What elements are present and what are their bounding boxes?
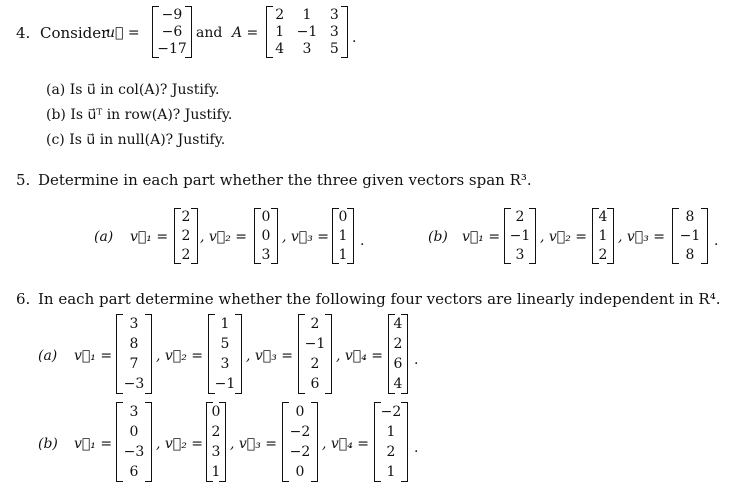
q4-A-entry: 3 bbox=[329, 6, 339, 23]
q4-A-entry: 1 bbox=[275, 23, 285, 40]
q6b-v1-entry: 0 bbox=[129, 424, 139, 440]
q4-A-entry: −1 bbox=[296, 23, 318, 40]
q5-number-text: 5. bbox=[16, 171, 31, 189]
q6a-v2-entry: −1 bbox=[214, 376, 236, 392]
q5b-v3-entry: 8 bbox=[685, 246, 695, 263]
q6b-v1-entry: 6 bbox=[129, 464, 139, 480]
q5a-v3-entry: 1 bbox=[338, 246, 348, 263]
q6a-v1-label: v⃗₁ = bbox=[74, 348, 113, 364]
q6b-v3-vector bbox=[282, 402, 318, 482]
q5a-v2-entry: 0 bbox=[261, 227, 271, 244]
q4-intro-text: Consider bbox=[40, 24, 109, 42]
q5b-label: (b) bbox=[428, 229, 448, 245]
q4-A-entry: 2 bbox=[275, 6, 285, 23]
q4-u-label: u⃗ = bbox=[106, 25, 140, 41]
q5b-v2-entry: 1 bbox=[598, 227, 608, 244]
q5b-v1-entry: −1 bbox=[509, 227, 531, 244]
q6b-v4-entry: 1 bbox=[386, 424, 396, 440]
q6a-v1-entry: 8 bbox=[129, 336, 139, 352]
q6a-end: . bbox=[414, 352, 419, 368]
q5a-v2-label: , v⃗₂ = bbox=[200, 229, 248, 245]
q6b-v2-entry: 2 bbox=[211, 424, 221, 440]
q6a-v3-entry: 6 bbox=[310, 376, 320, 392]
q4-intro bbox=[40, 24, 108, 42]
q5b-v1-label: v⃗₁ = bbox=[462, 229, 501, 245]
q6a-v4-entry: 4 bbox=[393, 316, 403, 332]
q6a-v4-vector bbox=[388, 314, 408, 394]
q6b-v1-vector bbox=[116, 402, 152, 482]
q5-number bbox=[16, 171, 30, 189]
q5a-v2-entry: 3 bbox=[261, 246, 271, 263]
q6a-v2-vector bbox=[208, 314, 242, 394]
q6b-v3-entry: −2 bbox=[289, 424, 311, 440]
q6b-v2-label: , v⃗₂ = bbox=[156, 436, 204, 452]
q6a-v2-label: , v⃗₂ = bbox=[156, 348, 204, 364]
q4-A-label: A = bbox=[232, 25, 259, 41]
q5b-v1-entry: 3 bbox=[515, 246, 525, 263]
q5b-v2-entry: 2 bbox=[598, 246, 608, 263]
q4-u-entry: −17 bbox=[157, 41, 187, 58]
q5a-v2-entry: 0 bbox=[261, 209, 271, 226]
q6-text: In each part determine whether the following four vectors are linearly independent in R⁴. bbox=[38, 290, 721, 308]
q4-A-entry: 4 bbox=[275, 41, 285, 58]
q6a-v2-entry: 5 bbox=[220, 336, 230, 352]
q5b-v2-entry: 4 bbox=[598, 209, 608, 226]
q4-A-matrix bbox=[266, 6, 348, 58]
q6b-v1-label: v⃗₁ = bbox=[74, 436, 113, 452]
q5a-v3-entry: 1 bbox=[338, 227, 348, 244]
q6a-v4-label: , v⃗₄ = bbox=[336, 348, 384, 364]
q6a-v3-entry: 2 bbox=[310, 316, 320, 332]
q4-part-b: (b) Is u⃗ᵀ in row(A)? Justify. bbox=[46, 107, 233, 123]
q6a-v3-label: , v⃗₃ = bbox=[246, 348, 294, 364]
q6a-v2-entry: 1 bbox=[220, 316, 230, 332]
q6b-v4-vector bbox=[374, 402, 408, 482]
q6a-v1-entry: −3 bbox=[123, 376, 145, 392]
q6b-v2-entry: 0 bbox=[211, 404, 221, 420]
q6b-v2-vector bbox=[206, 402, 226, 482]
q4-period: . bbox=[352, 30, 357, 46]
q6b-v1-entry: −3 bbox=[123, 444, 145, 460]
q5a-end: . bbox=[360, 233, 365, 249]
q6b-end: . bbox=[414, 440, 419, 456]
q5a-v3-vector bbox=[332, 208, 354, 264]
q4-A-entry: 3 bbox=[329, 23, 339, 40]
q6b-v3-entry: −2 bbox=[289, 444, 311, 460]
q5b-v3-vector bbox=[672, 208, 708, 264]
q5b-v2-vector bbox=[592, 208, 614, 264]
q5b-v3-label: , v⃗₃ = bbox=[618, 229, 666, 245]
q4-number bbox=[16, 24, 30, 42]
q5a-v3-entry: 0 bbox=[338, 209, 348, 226]
q4-u-entry: −9 bbox=[161, 6, 183, 23]
q5a-v1-entry: 2 bbox=[181, 246, 191, 263]
q5-text: Determine in each part whether the three given vectors span R³. bbox=[38, 171, 532, 189]
q4-u-vector bbox=[152, 6, 192, 58]
q6b-v4-entry: −2 bbox=[380, 404, 402, 420]
q6-number bbox=[16, 290, 30, 308]
q6a-v3-vector bbox=[298, 314, 332, 394]
q6b-v4-entry: 1 bbox=[386, 464, 396, 480]
q5b-end: . bbox=[714, 233, 719, 249]
q6a-v1-entry: 7 bbox=[129, 356, 139, 372]
q5a-v1-label: v⃗₁ = bbox=[130, 229, 169, 245]
q6b-v3-entry: 0 bbox=[295, 404, 305, 420]
q4-number-text: 4. bbox=[16, 24, 31, 42]
q5b-v3-entry: −1 bbox=[679, 227, 701, 244]
q5a-v1-vector bbox=[174, 208, 198, 264]
q6-number-text: 6. bbox=[16, 290, 31, 308]
q6a-v1-vector bbox=[116, 314, 152, 394]
q6b-v3-label: , v⃗₃ = bbox=[230, 436, 278, 452]
q5b-v3-entry: 8 bbox=[685, 209, 695, 226]
q5a-v1-entry: 2 bbox=[181, 209, 191, 226]
q4-u-entry: −6 bbox=[161, 23, 183, 40]
q5b-v1-entry: 2 bbox=[515, 209, 525, 226]
q4-part-a: (a) Is u⃗ in col(A)? Justify. bbox=[46, 82, 220, 98]
q6a-v2-entry: 3 bbox=[220, 356, 230, 372]
q6a-v3-entry: −1 bbox=[304, 336, 326, 352]
q6a-v4-entry: 6 bbox=[393, 356, 403, 372]
q4-and: and bbox=[196, 25, 223, 41]
q6a-label: (a) bbox=[38, 348, 58, 364]
q6b-v4-entry: 2 bbox=[386, 444, 396, 460]
q5b-v2-label: , v⃗₂ = bbox=[540, 229, 588, 245]
q4-A-entry: 3 bbox=[302, 41, 312, 58]
q5b-v1-vector bbox=[504, 208, 536, 264]
q4-A-entry: 1 bbox=[302, 6, 312, 23]
q6a-v1-entry: 3 bbox=[129, 316, 139, 332]
q4-A-entry: 5 bbox=[329, 41, 339, 58]
q6b-v2-entry: 1 bbox=[211, 464, 221, 480]
q6b-label: (b) bbox=[38, 436, 58, 452]
q5a-v1-entry: 2 bbox=[181, 227, 191, 244]
q6b-v3-entry: 0 bbox=[295, 464, 305, 480]
q6a-v4-entry: 2 bbox=[393, 336, 403, 352]
q6b-v2-entry: 3 bbox=[211, 444, 221, 460]
q5a-v2-vector bbox=[254, 208, 278, 264]
q6b-v1-entry: 3 bbox=[129, 404, 139, 420]
q6b-v4-label: , v⃗₄ = bbox=[322, 436, 370, 452]
q6a-v3-entry: 2 bbox=[310, 356, 320, 372]
q4-part-c: (c) Is u⃗ in null(A)? Justify. bbox=[46, 132, 226, 148]
q5a-v3-label: , v⃗₃ = bbox=[282, 229, 330, 245]
q5a-label: (a) bbox=[94, 229, 114, 245]
q6a-v4-entry: 4 bbox=[393, 376, 403, 392]
